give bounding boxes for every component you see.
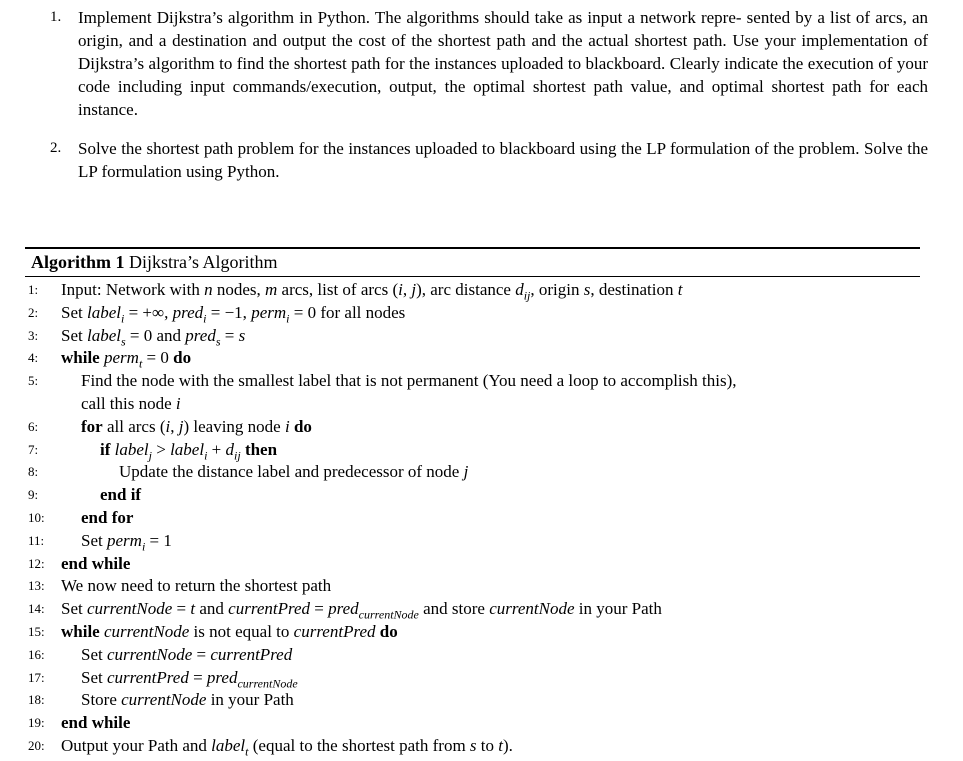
- line-text: Input: Network with n nodes, m arcs, list of arcs (i, j), arc distance $d_{ij}$, origin s, destination t: [61, 280, 683, 303]
- problem-text: Solve the shortest path problem for the instances uploaded to blackboard using the LP formulation of the problem. Solve the LP formulation using Python.: [78, 139, 928, 181]
- algorithm-line: [25, 302, 920, 325]
- line-text: while currentNode is not equal to currentPred do: [61, 621, 398, 641]
- line-text: Set currentNode = t and currentPred = pred$_{currentNode}$ and store currentNode in your Path: [61, 599, 662, 622]
- line-text: for all arcs (i, j) leaving node i do: [81, 416, 312, 436]
- algorithm-line: [25, 370, 920, 393]
- line-number: 17:: [28, 669, 45, 685]
- algorithm-line: [25, 461, 920, 484]
- algorithm-line: [25, 712, 920, 735]
- line-number: 3:: [28, 327, 39, 343]
- line-text: Find the node with the smallest label that is not permanent (You need a loop to accomplish this),: [81, 371, 737, 391]
- algorithm-line: [25, 507, 920, 530]
- problem-number: 2.: [50, 140, 62, 156]
- algorithm-line: [25, 325, 920, 348]
- line-text: Set label$_i$ = +∞, pred$_i$ = −1, perm$_i$ = 0 for all nodes: [61, 302, 406, 326]
- algorithm-caption: [25, 249, 920, 276]
- line-number: 9:: [28, 487, 39, 503]
- line-text: We now need to return the shortest path: [61, 576, 332, 596]
- line-text: Set currentNode = currentPred: [81, 644, 293, 664]
- algorithm-label: Algorithm 1: [31, 252, 125, 272]
- problem-list: [48, 6, 928, 183]
- line-text: while perm$_t$ = 0 do: [61, 348, 192, 371]
- line-text: Update the distance label and predecessor of node j: [119, 462, 469, 482]
- algorithm-line: [25, 735, 920, 758]
- line-number: 15:: [28, 623, 45, 639]
- algorithm-line: [25, 530, 920, 553]
- algorithm-line: [25, 575, 920, 598]
- algorithm-line: [25, 689, 920, 712]
- algorithm-line: [25, 667, 920, 690]
- line-number: 8:: [28, 464, 39, 480]
- line-number: 18:: [28, 692, 45, 708]
- line-number: 4:: [28, 350, 39, 366]
- line-number: 11:: [28, 532, 45, 548]
- algorithm-line: [25, 439, 920, 462]
- problem-number: 1.: [50, 9, 62, 25]
- problem-text: Implement Dijkstra’s algorithm in Python. The algorithms should take as input a network repre- sented by a list of arcs, an origin, and a destination and output the cost of the shortest path and the actual shortest path. Use your implementation of Dijkstra’s algorithm to find the shortest path for the instances uploaded to blackboard. Clearly indicate the execution of your code including input commands/execution, output, the optimal shortest path value, and optimal shortest path for each instance.: [78, 8, 928, 119]
- line-text: end for: [81, 507, 134, 527]
- line-text: end if: [100, 485, 142, 505]
- problem-item: [48, 137, 928, 183]
- line-number: 12:: [28, 555, 45, 571]
- line-text: end while: [61, 553, 131, 573]
- line-text: Set perm$_i$ = 1: [81, 530, 172, 554]
- line-number: 20:: [28, 737, 45, 753]
- line-text: end while: [61, 713, 131, 733]
- line-number: 5:: [28, 373, 39, 389]
- line-number: 7:: [28, 441, 39, 457]
- algorithm-line: [25, 598, 920, 621]
- line-text: Store currentNode in your Path: [81, 690, 294, 710]
- line-text: Set label$_s$ = 0 and pred$_s$ = s: [61, 325, 246, 348]
- line-text: Set currentPred = pred$_{currentNode}$: [81, 667, 298, 690]
- algorithm-line: [25, 347, 920, 370]
- algorithm-line: [25, 484, 920, 507]
- algorithm-line: [25, 416, 920, 439]
- line-number: 16:: [28, 646, 45, 662]
- algorithm-line: [25, 393, 920, 416]
- line-number: 19:: [28, 715, 45, 731]
- line-text: if label$_j$ > label$_i$ + $d_{ij}$ then: [100, 439, 278, 462]
- algorithm-box: [25, 247, 920, 758]
- algorithm-name: Dijkstra’s Algorithm: [129, 252, 278, 272]
- algorithm-line: [25, 621, 920, 644]
- line-number: 6:: [28, 418, 39, 434]
- line-number: 1:: [28, 282, 39, 297]
- algorithm-line: [25, 644, 920, 667]
- line-text: call this node i: [81, 393, 181, 413]
- line-number: 14:: [28, 601, 45, 617]
- line-number: 10:: [28, 509, 45, 525]
- algorithm-lines: [25, 277, 920, 758]
- problem-item: [48, 6, 928, 121]
- line-number: 13:: [28, 578, 45, 594]
- line-text: Output your Path and label$_t$ (equal to the shortest path from s to t).: [61, 735, 513, 759]
- algorithm-line: [25, 553, 920, 576]
- algorithm-line: [25, 279, 920, 302]
- line-number: 2:: [28, 304, 39, 320]
